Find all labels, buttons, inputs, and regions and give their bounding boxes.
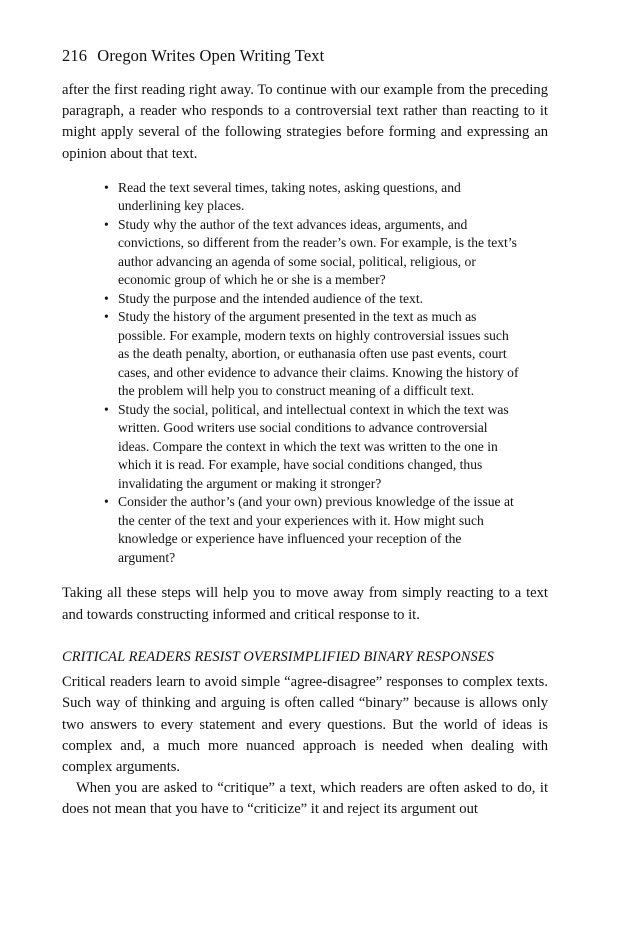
- bullet-icon: •: [104, 179, 109, 195]
- list-item: [104, 493, 520, 567]
- page-number: 216: [62, 46, 88, 65]
- bullet-icon: •: [104, 401, 109, 417]
- list-item-text: Study the social, political, and intellectual context in which the text was written. Good writers use social conditions to advance controversial ideas. Compare the context in which the text was written to the one in which it is read. For example, have social conditions changed, thus invalidating the argument or making it stronger?: [118, 401, 509, 491]
- intro-paragraph: after the first reading right away. To continue with our example from the preceding paragraph, a reader who responds to a controversial text rather than reacting to it might apply several of the following strategies before forming and expressing an opinion about that text.: [62, 82, 548, 162]
- body-paragraph: Critical readers learn to avoid simple “agree-disagree” responses to complex texts. Such way of thinking and arguing is often called “binary” because is allows only two answers to every statement and every questions. But the world of ideas is complex and, a much more nuanced approach is needed when dealing with complex arguments.: [62, 674, 548, 776]
- bullet-icon: •: [104, 494, 109, 510]
- section-heading: CRITICAL READERS RESIST OVERSIMPLIFIED BINARY RESPONSES: [62, 648, 494, 665]
- bullet-icon: •: [104, 309, 109, 325]
- bullet-icon: •: [104, 290, 109, 306]
- list-item-text: Study the history of the argument presented in the text as much as possible. For example, modern texts on highly controversial issues such as the death penalty, abortion, or euthanasia often use past events, court cases, and other evidence to advance their claims. Knowing the history of the problem will help you to construct meaning of a difficult text.: [118, 309, 519, 399]
- list-item-text: Read the text several times, taking notes, asking questions, and underlining key places.: [118, 179, 461, 214]
- book-page: [62, 46, 548, 821]
- body-paragraph: When you are asked to “critique” a text, which readers are often asked to do, it does not mean that you have to “criticize” it and reject its argument out: [62, 780, 548, 818]
- bullet-icon: •: [104, 216, 109, 232]
- list-item: [104, 401, 520, 494]
- book-title: Oregon Writes Open Writing Text: [97, 46, 325, 65]
- running-header: [62, 46, 548, 66]
- list-item: [104, 216, 520, 290]
- list-item: [104, 290, 520, 309]
- list-item-text: Consider the author’s (and your own) previous knowledge of the issue at the center of the text and your experiences with it. How might such knowledge or experience have influenced your reception of the argument?: [118, 494, 514, 565]
- list-item: [104, 308, 520, 401]
- list-item-text: Study the purpose and the intended audience of the text.: [118, 290, 424, 306]
- conclusion-paragraph: Taking all these steps will help you to move away from simply reacting to a text and towards constructing informed and critical response to it.: [62, 585, 548, 623]
- strategy-list: [62, 179, 520, 568]
- list-item: [104, 179, 520, 216]
- list-item-text: Study why the author of the text advances ideas, arguments, and convictions, so different from the reader’s own. For example, is the text’s author advancing an agenda of some social, political, religious, or economic group of which he or she is a member?: [118, 216, 517, 288]
